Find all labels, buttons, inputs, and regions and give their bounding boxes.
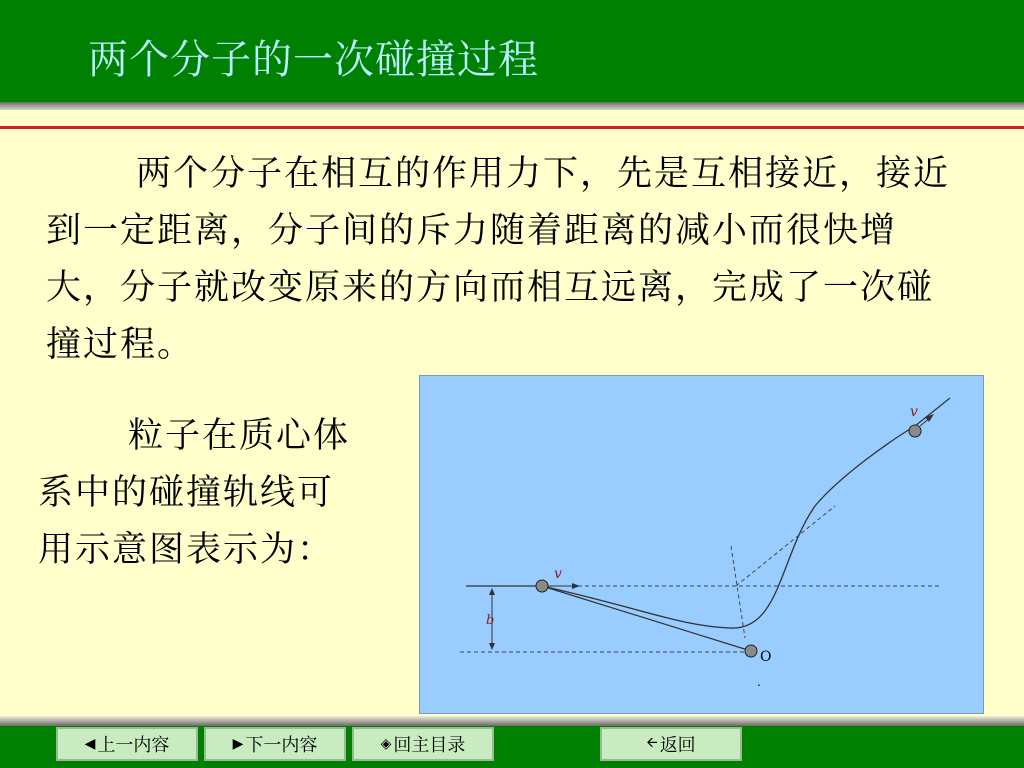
outgoing-line [915,398,950,426]
relative-line [542,586,751,651]
label-o: O [760,649,772,665]
back-button[interactable] [600,727,742,761]
asymptote-diagonal [736,506,835,586]
diagram-caption: 粒子在质心体系中的碰撞轨线可用示意图表示为： [38,416,351,570]
diamond-icon: ◈ [380,736,392,752]
triangle-right-icon: ▶ [232,736,244,752]
particle-center [745,645,757,657]
triangle-left-icon: ◀ [84,736,96,752]
label-b: b [486,613,495,628]
footer-shadow [0,716,1024,726]
main-menu-button[interactable] [352,727,494,761]
trajectory-curve [542,426,915,628]
divider-line [0,126,1024,129]
label-dot: . [757,675,761,689]
arrow-left-icon: 🡨 [646,735,658,751]
collision-diagram-svg [420,376,983,713]
next-content-button[interactable] [204,727,346,761]
b-arrow-top [489,588,495,595]
label-v-left: v [554,566,562,582]
intro-paragraph: 两个分子在相互的作用力下，先是互相接近，接近到一定距离，分子间的斥力随着距离的减小而很快增大，分子就改变原来的方向而相互远离，完成了一次碰撞过程。 [46,154,951,365]
prev-content-button[interactable] [56,727,198,761]
next-content-label: 下一内容 [245,735,318,756]
main-menu-label: 回主目录 [393,735,466,756]
prev-content-label: 上一内容 [97,735,170,756]
collision-diagram [419,375,984,714]
page-title: 两个分子的一次碰撞过程 [88,37,539,83]
header-shadow [0,102,1024,110]
particle-left [536,580,548,592]
velocity-arrowhead-left [572,583,580,589]
b-arrow-bottom [489,643,495,650]
particle-top [909,425,921,437]
back-label: 返回 [659,735,696,756]
asymptote-vertical [731,546,745,638]
label-v-top: v [910,404,918,420]
